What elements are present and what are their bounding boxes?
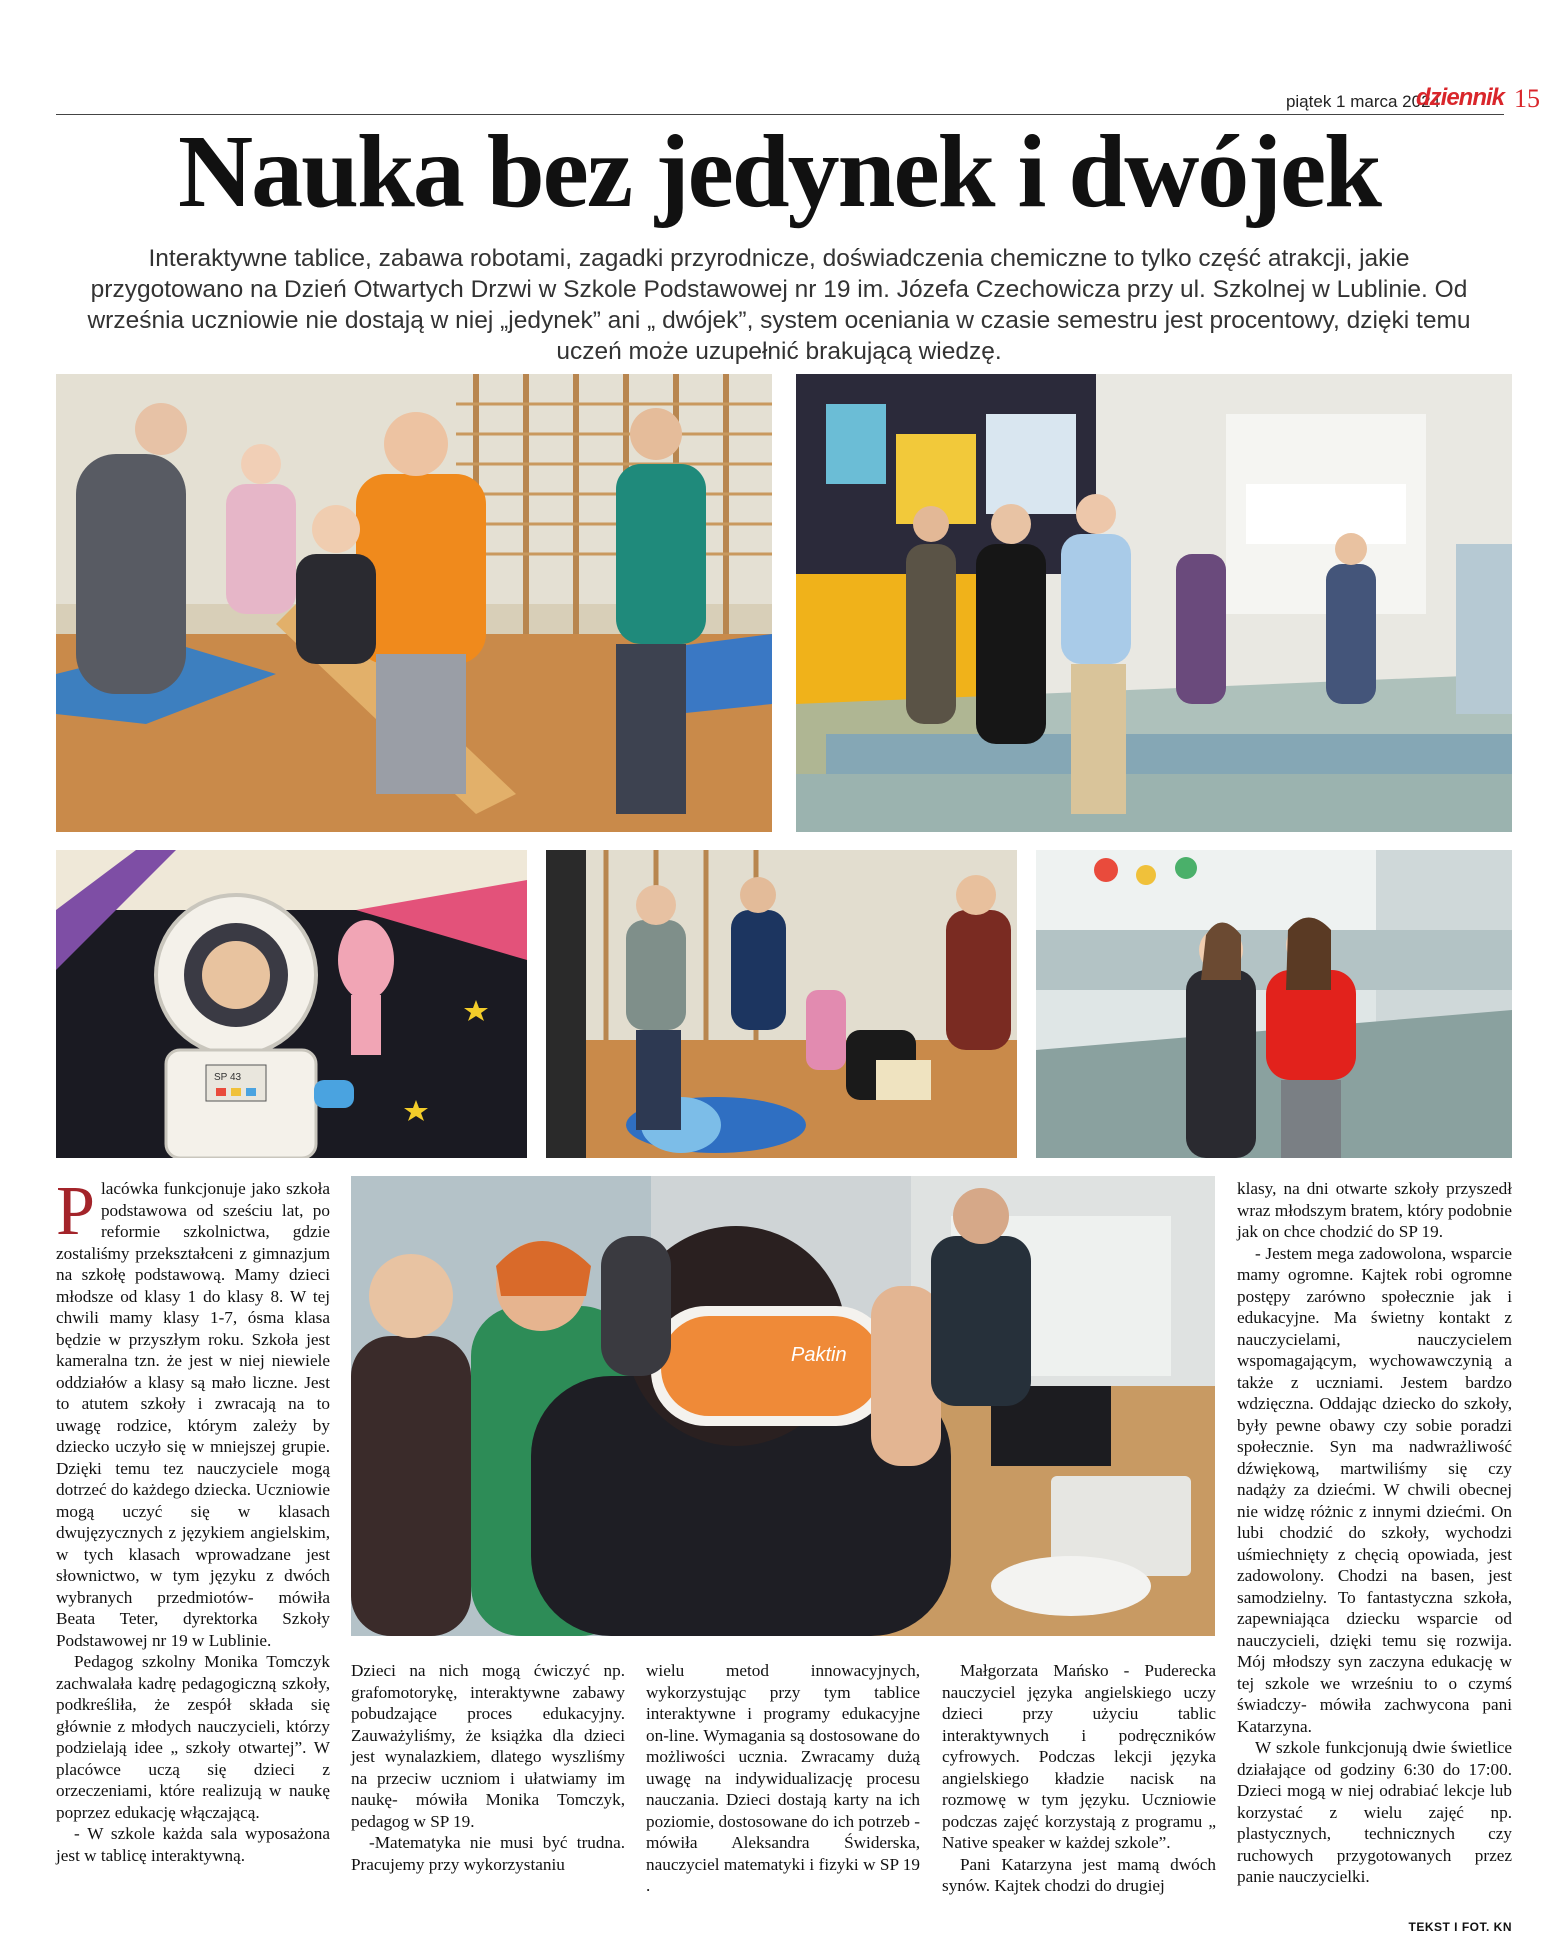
page-number: 15 bbox=[1514, 84, 1540, 113]
headline: Nauka bez jedynek i dwójek bbox=[178, 114, 1380, 229]
photo-gym-tunnel bbox=[546, 850, 1017, 1158]
spacesuit-badge: SP 43 bbox=[214, 1072, 242, 1083]
photo-text-credit: TEKST I FOT. KN bbox=[1408, 1920, 1512, 1934]
column-4-paragraph-2: Pani Katarzyna jest mamą dwóch synów. Kajtek chodzi do drugiej bbox=[942, 1854, 1216, 1895]
column-5-paragraph-2: - Jestem mega zadowolona, wsparcie mamy ogromne. Kajtek robi ogromne postępy zarówno społecznie jak i edukacyjne. Ma świetny kontakt z nauczycielami, nauczycielem wspomagającym, wychowawczynią a także z uczniami. Jestem bardzo wdzięczna. Oddając dziecko do szkoły, były pewne obawy czy sobie poradzi społecznie. Syn ma nadwrażliwość dźwiękową, martwiliśmy się czy nadąży za dziećmi. W chwili obecnej nie widzę różnic z innymi dziećmi. On lubi chodzić do szkoły, wychodzi uśmiechnięty z chęcią opowiada, jest zadowolony. Chodzi na basen, jest samodzielny. To fantastyczna szkoła, zapewniająca dziecku wsparcie od nauczycieli, dzięki temu się rozwija. Mój młodszy syn zaczyna edukację w tej szkole we wrześniu to o czymś świadczy- mówiła zachwycona pani Katarzyna. bbox=[1237, 1243, 1512, 1736]
article-column-5 bbox=[1237, 1178, 1512, 1888]
column-2-paragraph-2: -Matematyka nie musi być trudna. Pracujemy przy wykorzystaniu bbox=[351, 1833, 625, 1874]
column-3-paragraph-1: wielu metod innowacyjnych, wykorzystując przy tym tablice interaktywne i programy edukacyjne on-line. Wymagania są dostosowane do możliwości ucznia. Zwracamy dużą uwagę na indywidualizację procesu nauczania. Dzieci dostają karty na ich poziomie, dostosowane do ich potrzeb - mówiła Aleksandra Świderska, nauczyciel matematyki i fizyki w SP 19 . bbox=[646, 1661, 920, 1895]
photo-girls-corridor bbox=[1036, 850, 1512, 1158]
article-column-4 bbox=[942, 1660, 1216, 1897]
column-2-paragraph-1: Dzieci na nich mogą ćwiczyć np. grafomotorykę, interaktywne zabawy pobudzające proces edukacyjny. Zauważyliśmy, że książka dla dzieci jest wynalazkiem, dlatego wyszliśmy na przeciw uczniom i ułatwiamy im naukę- mówiła Monika Tomczyk, pedagog w SP 19. bbox=[351, 1661, 625, 1831]
column-5-paragraph-3: W szkole funkcjonują dwie świetlice działające od godziny 6:30 do 17:00. Dzieci mogą w niej odrabiać lekcje lub korzystać z wielu zajęć np. plastycznych, technicznych czy ruchowych przygotowanych przez panie nauczycielki. bbox=[1237, 1738, 1512, 1886]
headset-brand: Paktin bbox=[791, 1344, 847, 1366]
newspaper-logo: dziennik bbox=[1415, 84, 1504, 111]
column-1-paragraph-3: - W szkole każda sala wyposażona jest w tablicę interaktywną. bbox=[56, 1824, 330, 1865]
photo-astronaut-cutout bbox=[56, 850, 527, 1158]
column-5-paragraph-1: klasy, na dni otwarte szkoły przyszedł wraz młodszym bratem, który podobnie jak on chce chodzić do SP 19. bbox=[1237, 1179, 1512, 1241]
article-column-3 bbox=[646, 1660, 920, 1897]
photo-gym-slide bbox=[56, 374, 772, 832]
issue-date: piątek 1 marca 2024 bbox=[1285, 92, 1440, 111]
lead-paragraph: Interaktywne tablice, zabawa robotami, zagadki przyrodnicze, doświadczenia chemiczne to tylko część atrakcji, jakie przygotowano na Dzień Otwartych Drzwi w Szkole Podstawowej nr 19 im. Józefa Czechowicza przy ul. Szkolnej w Lublinie. Od września uczniowie nie dostają w niej „jedynek” ani „ dwójek”, system oceniania w czasie semestru jest procentowy, dzięki temu uczeń może uzupełnić brakującą wiedzę. bbox=[87, 245, 1471, 365]
article-column-1 bbox=[56, 1173, 330, 1866]
column-4-paragraph-1: Małgorzata Mańsko - Puderecka nauczyciel języka angielskiego uczy dzieci przy użyciu tablic interaktywnych i podręczników cyfrowych. Podczas lekcji języka angielskiego kładzie nacisk na rozmowę w tym języku. Uczniowie podczas zajęć korzystają z programu „ Native speaker w każdej szkole”. bbox=[942, 1661, 1216, 1852]
photo-corridor-visitors bbox=[796, 374, 1512, 832]
drop-cap: P bbox=[56, 1173, 95, 1250]
column-1-paragraph-1: lacówka funkcjonuje jako szkoła podstawowa od sześciu lat, po reformie szkolnictwa, gdzie zostaliśmy przekształceni z gimnazjum na szkołę podstawową. Mamy dzieci młodsze od klasy 1 do klasy 8. W tej chwili mamy klasy 1-7, ósma klasa będzie w przyszłym roku. Szkoła jest kameralna tzn. że jest w niej niewiele oddziałów a klasy są mało liczne. Jest to atutem szkoły i zwracają na to uwagę rodzice, którym zależy by dziecko uczyło się w mniejszej grupie. Dzięki temu tez nauczyciele mogą dotrzeć do każdego dziecka. Uczniowie mogą uczyć się w klasach dwujęzycznych z językiem angielskim, w tych klasach wprowadzane jest słownictwo, w tym języku z dwóch wybranych przedmiotów- mówiła Beata Teter, dyrektorka Szkoły Podstawowej nr 19 w Lublinie. bbox=[56, 1179, 330, 1650]
photo-vr-headset bbox=[351, 1176, 1215, 1636]
column-1-paragraph-2: Pedagog szkolny Monika Tomczyk zachwalała kadrę pedagogiczną szkoły, podkreśliła, że zespół składa się głównie z młodych nauczycieli, którzy podzielają idee „ szkoły otwartej”. W placówce uczą się dzieci z orzeczeniami, które realizują w naukę poprzez edukację włączającą. bbox=[56, 1652, 330, 1822]
article-column-2 bbox=[351, 1660, 625, 1875]
